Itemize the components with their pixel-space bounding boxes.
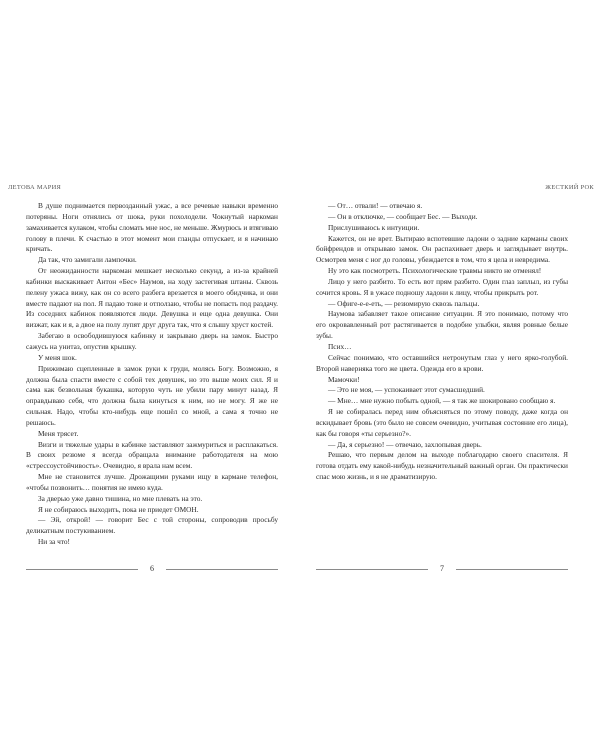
left-page-body [26,201,278,548]
paragraph: Мне не становится лучше. Дрожащими руками ищу в кармане телефон, «чтобы позвонить… понятия не имею куда. [26,472,278,492]
right-page-footer [316,564,568,574]
paragraph: В душе поднимается первозданный ужас, а все речевые навыки временно потеряны. Ноги отнялись от шока, руки похолодели. Чокнутый наркоман замахивается кулаком, чтобы сломать мне нос, не меньше. Жмурюсь и втягиваю голову в плечи. К счастью в этот момент мои гланды отпускает, и я начинаю кричать. [26,201,278,254]
paragraph: Ну это как посмотреть. Психологические травмы никто не отменял! [328,266,542,276]
paragraph: Псих… [328,341,352,351]
paragraph: Прислушиваюсь к интуиции. [328,222,420,232]
paragraph: Я не собираюсь выходить, пока не приедет ОМОН. [38,504,199,514]
paragraph: Наумова забавляет такое описание ситуации. Я это понимаю, потому что его окровавленный рот растягивается в подобие улыбки, являя ровные белые зубы. [316,309,568,341]
paragraph: Решаю, что первым делом на выходе поблагодарю своего спасителя. Я готова отдать ему какой-нибудь незначительный важный орган. Он практически спас мою жизнь, и я не драматизирую. [316,450,568,482]
page-number: 6 [150,564,154,573]
footer-rule [456,569,568,570]
paragraph: — Мне… мне нужно побыть одной, — я так же шокировано сообщаю я. [328,396,556,406]
paragraph: Меня трясет. [38,428,79,438]
running-header-author: ЛЕТОВА МАРИЯ [8,184,62,191]
paragraph: Ни за что! [38,537,70,547]
paragraph: От неожиданности наркоман мешкает несколько секунд, а из-за крайней кабинки выскакивает Антон «Бес» Наумов, на ходу застегивая штаны. Сквозь пелену ужаса вижу, как он со всего разбега врезается в моего обидчика, и они вместе падают на пол. Я падаю тоже и отползаю, чтобы не попасть под раздачу. Из соседних кабинок появляются люди. Девушка и еще одна девушка. Они визжат, как и я, а двое на полу лупят друг друга так, что я слышу хруст костей. [26,266,278,330]
paragraph: — Офиге-е-е-еть, — резюмирую сквозь пальцы. [328,298,480,308]
paragraph: Лицо у него разбито. То есть вот прям разбито. Один глаз заплыл, из губы сочится кровь. Я в ужасе подношу ладони к лицу, чтобы прикрыть рот. [316,276,568,297]
left-page-footer [26,564,278,574]
paragraph: За дверью уже давно тишина, но мне плевать на это. [38,493,203,503]
paragraph: У меня шок. [38,352,77,362]
paragraph: Забегаю в освободившуюся кабинку и закрываю дверь на замок. Быстро сажусь на унитаз, опустив крышку. [26,331,278,351]
paragraph: — Он в отключке, — сообщает Бес. — Выходи. [328,211,478,221]
paragraph: — Это не моя, — успокаивает этот сумасшедший. [328,385,485,395]
right-page [300,0,600,750]
paragraph: — Да, я серьезно! — отвечаю, захлопывая дверь. [328,439,482,449]
right-page-body [316,201,568,483]
paragraph: Я не собиралась перед ним объясняться по этому поводу, даже когда он вскидывает бровь (это было не совсем очевидно, учитывая состояние его лица), как бы говоря «ты серьезно?». [316,407,568,438]
running-header-title: ЖЕСТКИЙ РОК [545,184,594,191]
footer-rule [166,569,278,570]
paragraph: Прижимаю сцепленные в замок руки к груди, молясь Богу. Возможно, я должна была спасти вместе с собой тех девушек, но это выше моих сил. Я и сама как безвольная букашка, которую чуть не убили пару минут назад. Я оправдываю себя, что должна была кинуться к ним, но не могу. Я же не сильная. Надо, чтобы кто-нибудь еще пошёл со мной, а сама я точно не решаюсь. [26,363,278,427]
paragraph: Кажется, он не врет. Вытираю вспотевшие ладони о задние карманы своих бойфрендов и открываю замок. Он распахивает дверь и заглядывает внутрь. Осмотрев меня с ног до головы, убеждается в том, что я цела и невредима. [316,233,568,265]
paragraph: Визги и тяжелые удары в кабинке заставляют зажмуриться и расплакаться. В своих резюме я всегда обращала внимание работодателя на мою «стрессоустойчивость». Очевидно, я врала нам всем. [26,439,278,471]
paragraph: — Эй, открой! — говорит Бес с той стороны, сопроводив просьбу деликатным постукиванием. [26,515,278,536]
page-number: 7 [440,564,444,573]
paragraph: Мамочки! [328,374,360,384]
paragraph: Сейчас понимаю, что оставшийся нетронутым глаз у него ярко-голубой. Второй наверняка того же цвета. Одежда его в крови. [316,352,568,373]
paragraph: Да так, что замигали лампочки. [38,255,137,265]
paragraph: — От… отвали! — отвечаю я. [328,201,423,210]
